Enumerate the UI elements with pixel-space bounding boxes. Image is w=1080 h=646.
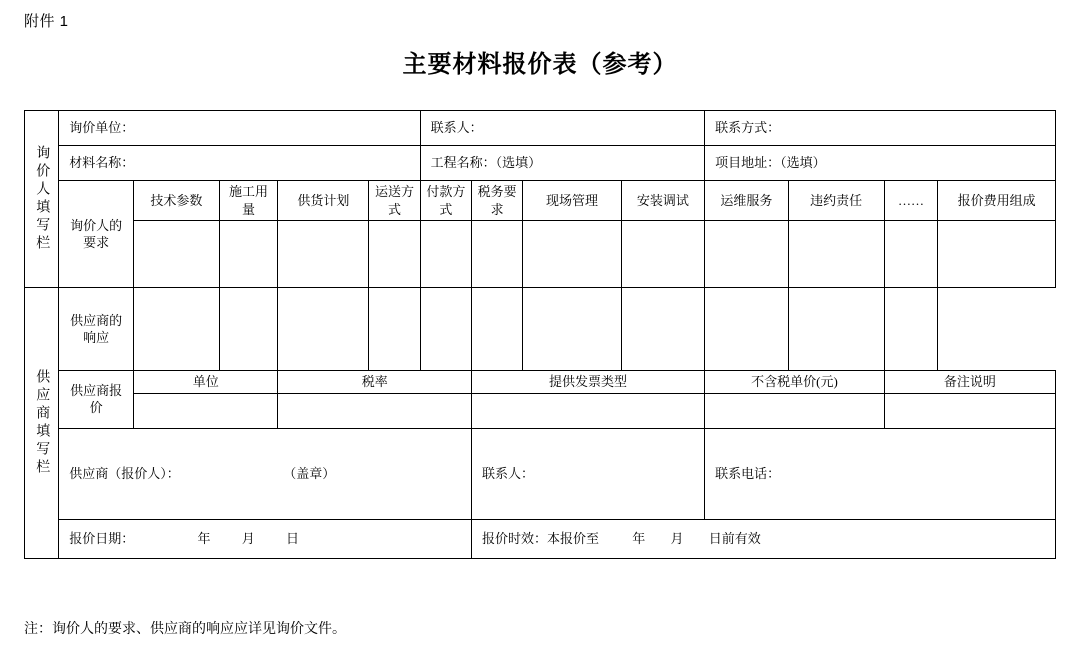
response-install-debug[interactable] xyxy=(523,288,621,371)
header-tax-rate xyxy=(278,371,472,394)
field-validity-day: 日前有效 xyxy=(708,530,761,546)
response-supply-plan[interactable] xyxy=(219,288,278,371)
header-remark-label: 备注说明 xyxy=(943,374,996,390)
header-supplier-quote xyxy=(59,371,134,429)
table-row xyxy=(25,393,1056,428)
input-payment-method[interactable] xyxy=(420,221,471,288)
table-row xyxy=(25,519,1056,558)
response-site-management[interactable] xyxy=(471,288,522,371)
table-header-row xyxy=(25,181,1056,221)
header-payment-method xyxy=(420,181,471,221)
field-supplier-contact-phone[interactable] xyxy=(705,428,1056,519)
input-ellipsis[interactable] xyxy=(884,221,937,288)
input-tax-requirement[interactable] xyxy=(471,221,522,288)
field-quote-date-day: 日 xyxy=(286,530,300,546)
header-tax-requirement xyxy=(471,181,522,221)
input-construction-volume[interactable] xyxy=(219,221,278,288)
field-material-name-label: 材料名称： xyxy=(69,155,135,171)
header-site-management xyxy=(523,181,621,221)
response-ellipsis[interactable] xyxy=(788,288,884,371)
header-construction-volume xyxy=(219,181,278,221)
side-label-buyer-text: 询价人填写栏 xyxy=(34,145,50,254)
side-label-supplier xyxy=(25,288,59,559)
field-seal-label: （盖章） xyxy=(289,465,336,481)
field-supplier-name-label: 供应商（报价人）： xyxy=(69,465,180,481)
table-row xyxy=(25,111,1056,146)
field-quote-validity-label: 报价时效：本报价至 xyxy=(481,530,599,546)
header-breach-liability xyxy=(788,181,884,221)
header-construction-volume-label: 施工用量 xyxy=(229,184,269,217)
page-title: 主要材料报价表（参考） xyxy=(402,52,678,78)
header-remark xyxy=(884,371,1055,394)
side-label-supplier-text: 供应商填写栏 xyxy=(34,368,50,477)
field-supplier-contact-person[interactable] xyxy=(471,428,704,519)
input-unit[interactable] xyxy=(134,393,278,428)
table-row xyxy=(25,221,1056,288)
response-ops-service[interactable] xyxy=(621,288,704,371)
response-quote-cost-composition[interactable] xyxy=(884,288,937,371)
input-site-management[interactable] xyxy=(523,221,621,288)
input-invoice-type[interactable] xyxy=(471,393,704,428)
header-tax-rate-label: 税率 xyxy=(361,374,388,390)
header-invoice-type-label: 提供发票类型 xyxy=(549,374,628,390)
header-delivery-method xyxy=(369,181,420,221)
attachment-label: 附件 1 xyxy=(24,13,69,30)
field-inquiry-unit[interactable] xyxy=(59,111,420,146)
header-tax-requirement-label: 税务要求 xyxy=(477,184,517,217)
input-unit-price-excl-tax[interactable] xyxy=(705,393,885,428)
header-unit-label: 单位 xyxy=(192,374,219,390)
header-unit xyxy=(134,371,278,394)
header-unit-price-excl-tax xyxy=(705,371,885,394)
response-payment-method[interactable] xyxy=(369,288,420,371)
field-validity-month: 月 xyxy=(670,530,684,546)
field-contact-method-label: 联系方式： xyxy=(715,120,781,136)
field-project-name-label: 工程名称：（选填） xyxy=(430,155,542,171)
field-quote-date-month: 月 xyxy=(241,530,255,546)
response-tax-requirement[interactable] xyxy=(420,288,471,371)
field-contact-method[interactable] xyxy=(705,111,1056,146)
header-quote-cost-composition-label: 报价费用组成 xyxy=(957,192,1036,208)
input-install-debug[interactable] xyxy=(621,221,704,288)
material-quotation-table xyxy=(24,110,1056,559)
header-delivery-method-label: 运送方式 xyxy=(374,184,414,217)
field-quote-validity[interactable] xyxy=(471,519,1055,558)
header-supply-plan xyxy=(278,181,369,221)
header-install-debug xyxy=(621,181,704,221)
header-buyer-requirement xyxy=(59,181,134,288)
input-breach-liability[interactable] xyxy=(788,221,884,288)
header-supplier-response-label: 供应商的响应 xyxy=(70,312,123,346)
input-ops-service[interactable] xyxy=(705,221,788,288)
response-construction-volume[interactable] xyxy=(134,288,220,371)
field-contact-person-label: 联系人： xyxy=(430,120,483,136)
header-quote-cost-composition xyxy=(938,181,1056,221)
header-site-management-label: 现场管理 xyxy=(546,192,599,208)
field-supplier-contact-phone-label: 联系电话： xyxy=(715,465,781,481)
response-breach-liability[interactable] xyxy=(705,288,788,371)
side-label-buyer xyxy=(25,111,59,288)
field-supplier-contact-person-label: 联系人： xyxy=(481,465,534,481)
header-ops-service xyxy=(705,181,788,221)
input-delivery-method[interactable] xyxy=(369,221,420,288)
header-ops-service-label: 运维服务 xyxy=(720,192,773,208)
header-supplier-quote-label: 供应商报价 xyxy=(70,382,123,416)
field-quote-date-label: 报价日期： xyxy=(69,530,135,546)
header-tech-param-label: 技术参数 xyxy=(150,192,203,208)
field-project-address[interactable] xyxy=(705,146,1056,181)
response-delivery-method[interactable] xyxy=(278,288,369,371)
header-install-debug-label: 安装调试 xyxy=(636,192,689,208)
header-payment-method-label: 付款方式 xyxy=(426,184,466,217)
field-validity-year: 年 xyxy=(632,530,646,546)
field-supplier-name[interactable] xyxy=(59,428,472,519)
header-invoice-type xyxy=(471,371,704,394)
table-row xyxy=(25,428,1056,519)
header-buyer-requirement-label: 询价人的要求 xyxy=(70,217,123,251)
table-header-row xyxy=(25,371,1056,394)
table-row xyxy=(25,288,1056,371)
field-contact-person[interactable] xyxy=(420,111,704,146)
table-row xyxy=(25,146,1056,181)
header-ellipsis-label: …… xyxy=(898,192,925,208)
header-tech-param xyxy=(134,181,220,221)
header-supply-plan-label: 供货计划 xyxy=(297,192,350,208)
header-breach-liability-label: 违约责任 xyxy=(810,192,863,208)
field-project-name[interactable] xyxy=(420,146,704,181)
input-tech-param[interactable] xyxy=(134,221,220,288)
field-inquiry-unit-label: 询价单位： xyxy=(69,120,135,136)
field-quote-date-year: 年 xyxy=(197,530,211,546)
footer-note: 注：询价人的要求、供应商的响应应详见询价文件。 xyxy=(24,620,346,636)
input-quote-cost-composition[interactable] xyxy=(938,221,1056,288)
input-remark[interactable] xyxy=(884,393,1055,428)
input-tax-rate[interactable] xyxy=(278,393,472,428)
field-material-name[interactable] xyxy=(59,146,420,181)
header-supplier-response xyxy=(59,288,134,371)
input-supply-plan[interactable] xyxy=(278,221,369,288)
header-ellipsis xyxy=(884,181,937,221)
header-unit-price-excl-tax-label: 不含税单价(元) xyxy=(751,374,838,390)
field-quote-date[interactable] xyxy=(59,519,472,558)
field-project-address-label: 项目地址：（选填） xyxy=(715,155,826,171)
